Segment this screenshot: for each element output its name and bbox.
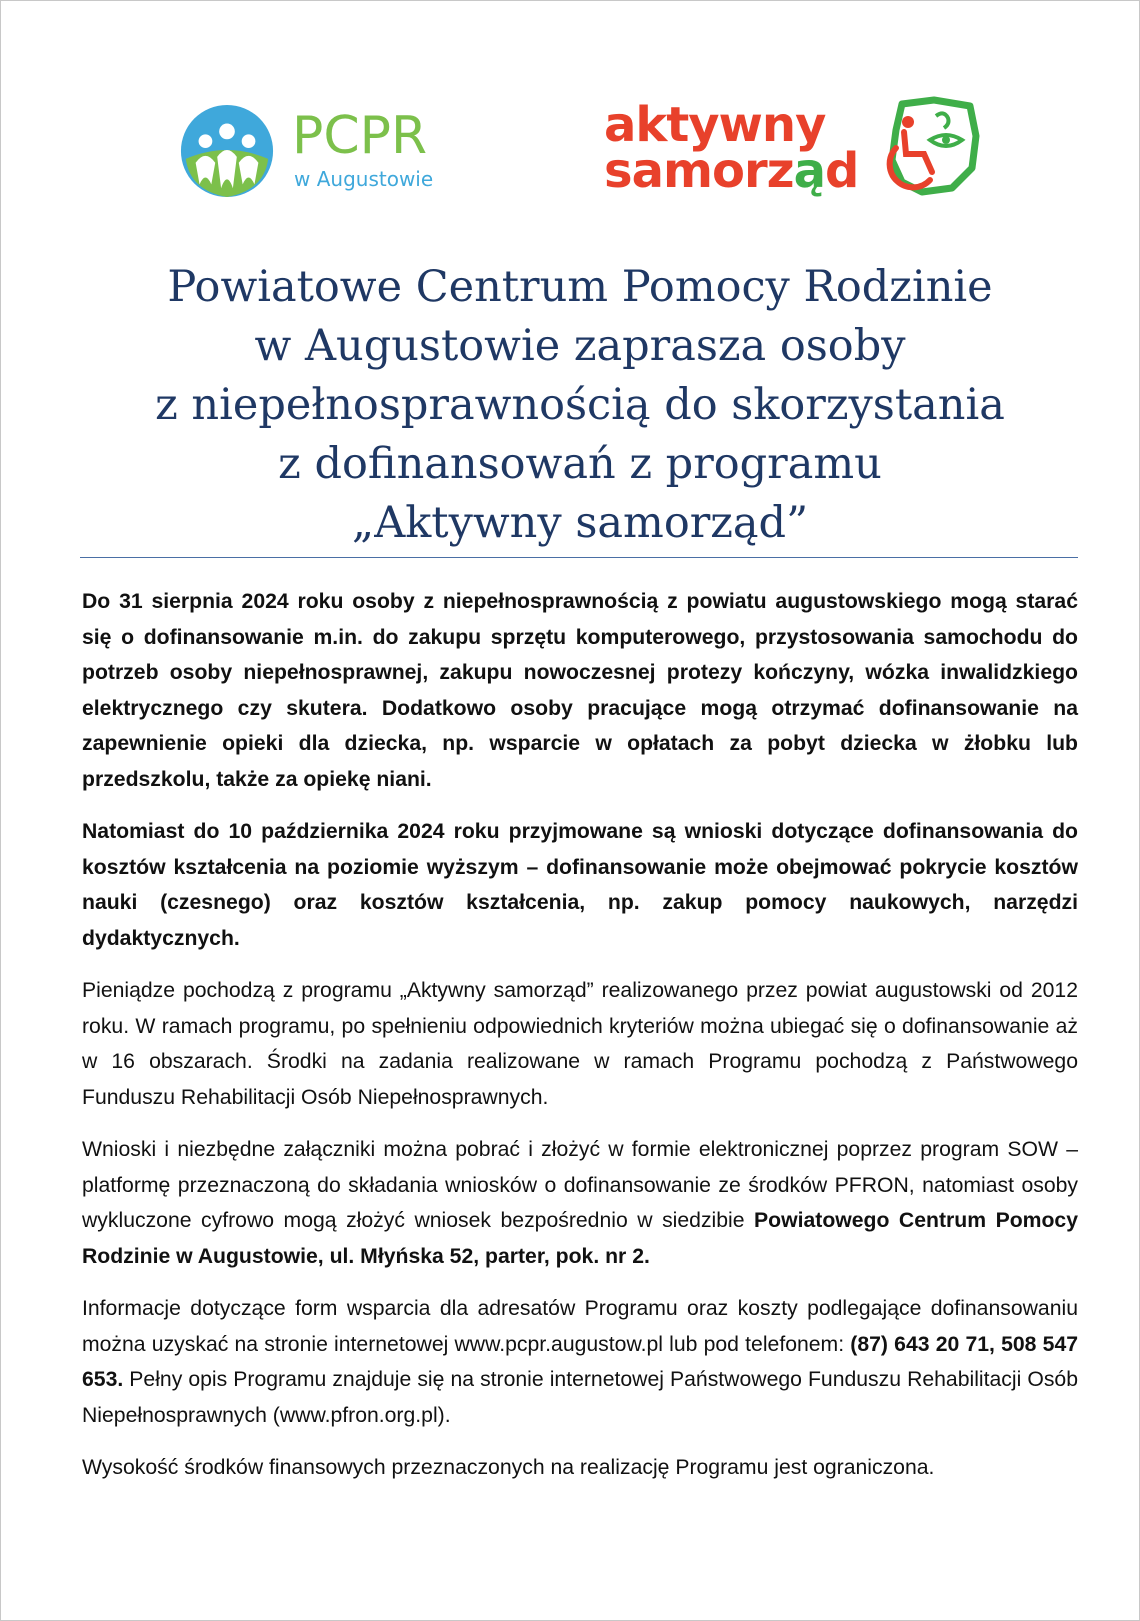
paragraph-limited-funds: Wysokość środków finansowych przeznaczonych na realizację Programu jest ograniczona.: [82, 1456, 935, 1479]
paragraph-funding-source: Pieniądze pochodzą z programu „Aktywny samorząd” realizowanego przez powiat augustowski od 2012 roku. W ramach programu, po spełnieniu odpowiednich kryteriów można ubiegać się o dofinansowanie aż w 16 obszarach. Środki na zadania realizowane w ramach Programu pochodzą z Państwowego Funduszu Rehabilitacji Osób Niepełnosprawnych.: [82, 979, 1078, 1109]
phone-numbers: (87) 643 20 71, 508 547 653.: [82, 1332, 1079, 1391]
title-line: z dofinansowań z programu: [278, 439, 882, 489]
paragraph-how-to-apply: [82, 1132, 1078, 1274]
as-word-samorzad-ogonek: ą: [793, 143, 825, 199]
pcpr-name: PCPR: [292, 106, 428, 166]
contact-text: Informacje dotyczące form wsparcia dla adresatów Programu oraz koszty podlegające dofinansowaniu można uzyskać na stronie internetowej www.pcpr.augustow.pl lub pod telefonem:: [82, 1297, 1078, 1356]
pcpr-subtitle: w Augustowie: [294, 167, 434, 191]
page-title: [80, 258, 1080, 553]
as-word-samorzad: [604, 143, 859, 199]
office-address: Powiatowego Centrum Pomocy Rodzinie w Augustowie, ul. Młyńska 52, parter, pok. nr 2.: [82, 1209, 1078, 1268]
poland-accessibility-icon: [872, 96, 982, 200]
logos-header: [0, 96, 1140, 206]
as-word-samorzad-part1: samorz: [604, 143, 794, 199]
body-text: [82, 584, 1078, 1503]
aktywny-samorzad-logo: [604, 96, 984, 206]
paragraph-deadline-august: Do 31 sierpnia 2024 roku osoby z niepełnosprawnością z powiatu augustowskiego mogą starać się o dofinansowanie m.in. do zakupu sprzętu komputerowego, przystosowania samochodu do potrzeb osoby niepełnosprawnej, zakupu nowoczesnej protezy kończyny, wózka inwalidzkiego elektrycznego czy skutera. Dodatkowo osoby pracujące mogą otrzymać dofinansowanie na zapewnienie opieki dla dziecka, np. wsparcie w opłatach za pobyt dziecka w żłobku lub przedszkolu, także za opiekę niani.: [82, 590, 1078, 791]
title-line: Powiatowe Centrum Pomocy Rodzinie: [167, 262, 993, 312]
title-line: z niepełnosprawnością do skorzystania: [155, 380, 1005, 430]
pcpr-logo: [178, 102, 458, 202]
contact-text-more: Pełny opis Programu znajduje się na stronie internetowej Państwowego Funduszu Rehabilitacji Osób Niepełnosprawnych (www.pfron.org.pl).: [82, 1368, 1078, 1427]
pcpr-family-icon: [178, 102, 276, 200]
title-divider: [80, 557, 1078, 558]
paragraph-contact-info: [82, 1291, 1078, 1433]
title-line: w Augustowie zaprasza osoby: [254, 321, 906, 371]
as-word-samorzad-part2: d: [824, 143, 859, 199]
apply-text: Wnioski i niezbędne załączniki można pobrać i złożyć w formie elektronicznej poprzez program SOW – platformę przeznaczoną do składania wniosków o dofinansowanie ze środków PFRON, natomiast osoby wykluczone cyfrowo mogą złożyć wniosek bezpośrednio w siedzibie: [82, 1138, 1078, 1232]
title-line: „Aktywny samorząd”: [351, 498, 809, 548]
as-word-aktywny: aktywny: [604, 97, 826, 153]
paragraph-deadline-october: Natomiast do 10 października 2024 roku przyjmowane są wnioski dotyczące dofinansowania do kosztów kształcenia na poziomie wyższym – dofinansowanie może obejmować pokrycie kosztów nauki (czesnego) oraz kosztów kształcenia, np. zakup pomocy naukowych, narzędzi dydaktycznych.: [82, 820, 1078, 950]
